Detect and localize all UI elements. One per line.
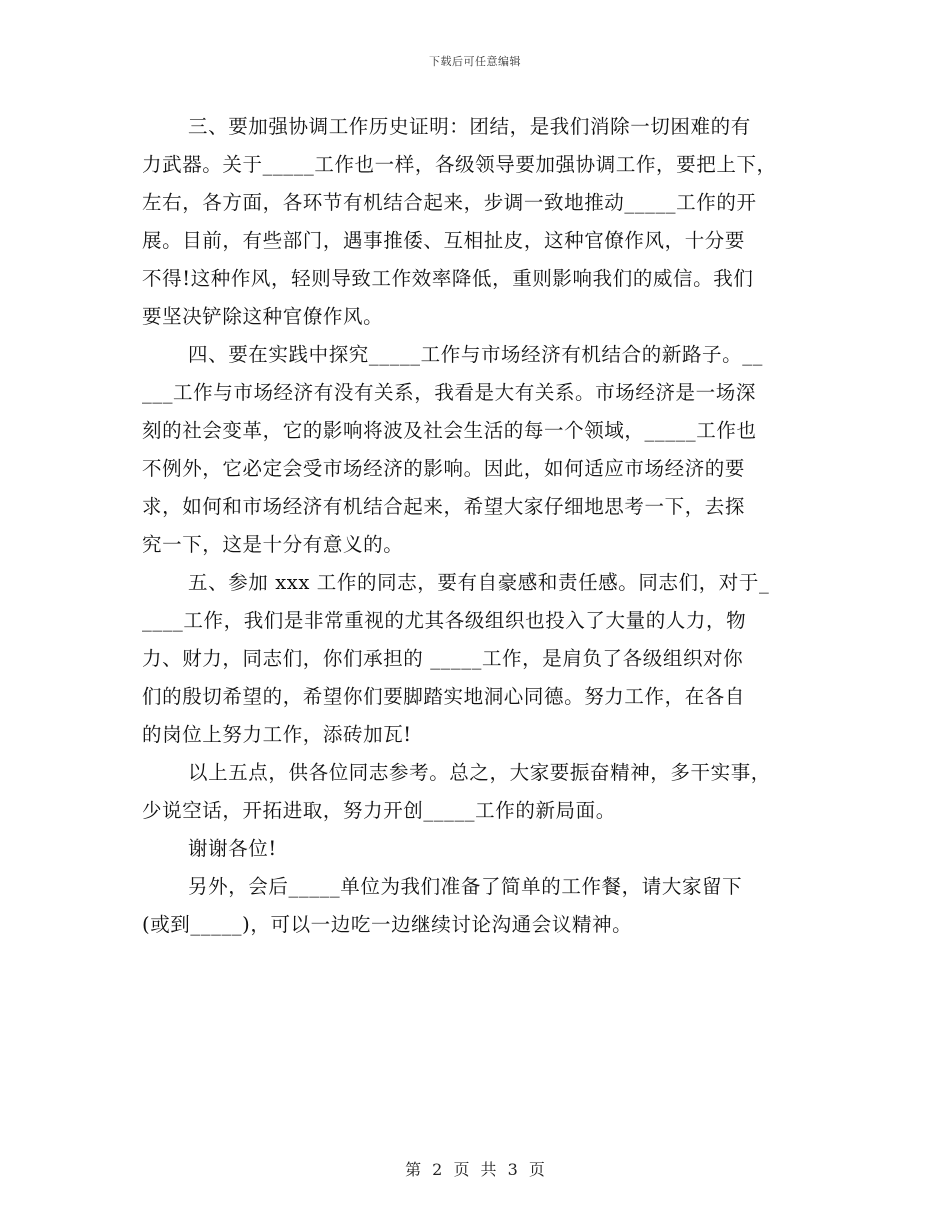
- text-line: 们的殷切希望的，希望你们要脚踏实地洞心同德。努力工作，在各自: [142, 685, 746, 708]
- text-line: 刻的社会变革，它的影响将波及社会生活的每一个领域，_____工作也: [142, 419, 757, 442]
- header-note: 下载后可任意编辑: [429, 55, 521, 68]
- text-line: 的岗位上努力工作，添砖加瓦!: [142, 723, 412, 746]
- page-number: 第 2 页 共 3 页: [405, 1160, 545, 1179]
- text-line: 不得!这种作风，轻则导致工作效率降低，重则影响我们的威信。我们: [142, 267, 754, 290]
- text-line: 另外，会后_____单位为我们准备了简单的工作餐，请大家留下: [188, 875, 743, 898]
- paragraph-3: [142, 108, 812, 336]
- paragraph-meal-note: [142, 868, 812, 944]
- text-line: 以上五点，供各位同志参考。总之，大家要振奋精神，多干实事，: [188, 761, 771, 784]
- document-body: [142, 108, 812, 944]
- text-line: 力、财力，同志们，你们承担的 _____工作，是肩负了各级组织对你: [142, 647, 744, 670]
- text-line: 要坚决铲除这种官僚作风。: [142, 305, 384, 328]
- paragraph-thanks: [142, 830, 812, 868]
- text-line: ____工作，我们是非常重视的尤其各级组织也投入了大量的人力，物: [142, 609, 747, 632]
- text-line: 左右，各方面，各环节有机结合起来，步调一致地推动_____工作的开: [142, 191, 757, 214]
- text-line: 究一下，这是十分有意义的。: [142, 533, 404, 556]
- text-line: 不例外，它必定会受市场经济的影响。因此，如何适应市场经济的要: [142, 457, 746, 480]
- text-line: 求，如何和市场经济有机结合起来，希望大家仔细地思考一下，去探: [142, 495, 746, 518]
- text-line: 少说空话，开拓进取，努力开创_____工作的新局面。: [142, 799, 616, 822]
- paragraph-5: [142, 564, 812, 754]
- text-line: 谢谢各位!: [188, 837, 277, 860]
- text-line: 力武器。关于_____工作也一样，各级领导要加强协调工作，要把上下，: [142, 153, 777, 176]
- text-line: ___工作与市场经济有没有关系，我看是大有关系。市场经济是一场深: [142, 381, 756, 404]
- text-line: (或到_____)，可以一边吃一边继续讨论沟通会议精神。: [142, 913, 633, 936]
- text-line: 四、要在实践中探究_____工作与市场经济有机结合的新路子。__: [188, 343, 763, 366]
- paragraph-summary: [142, 754, 812, 830]
- text-line: 三、要加强协调工作历史证明：团结，是我们消除一切困难的有: [188, 115, 751, 138]
- text-line: 展。目前，有些部门，遇事推倭、互相扯皮，这种官僚作风，十分要: [142, 229, 746, 252]
- paragraph-4: [142, 336, 812, 564]
- text-line: 五、参加 xxx 工作的同志，要有自豪感和责任感。同志们，对于_: [188, 571, 770, 594]
